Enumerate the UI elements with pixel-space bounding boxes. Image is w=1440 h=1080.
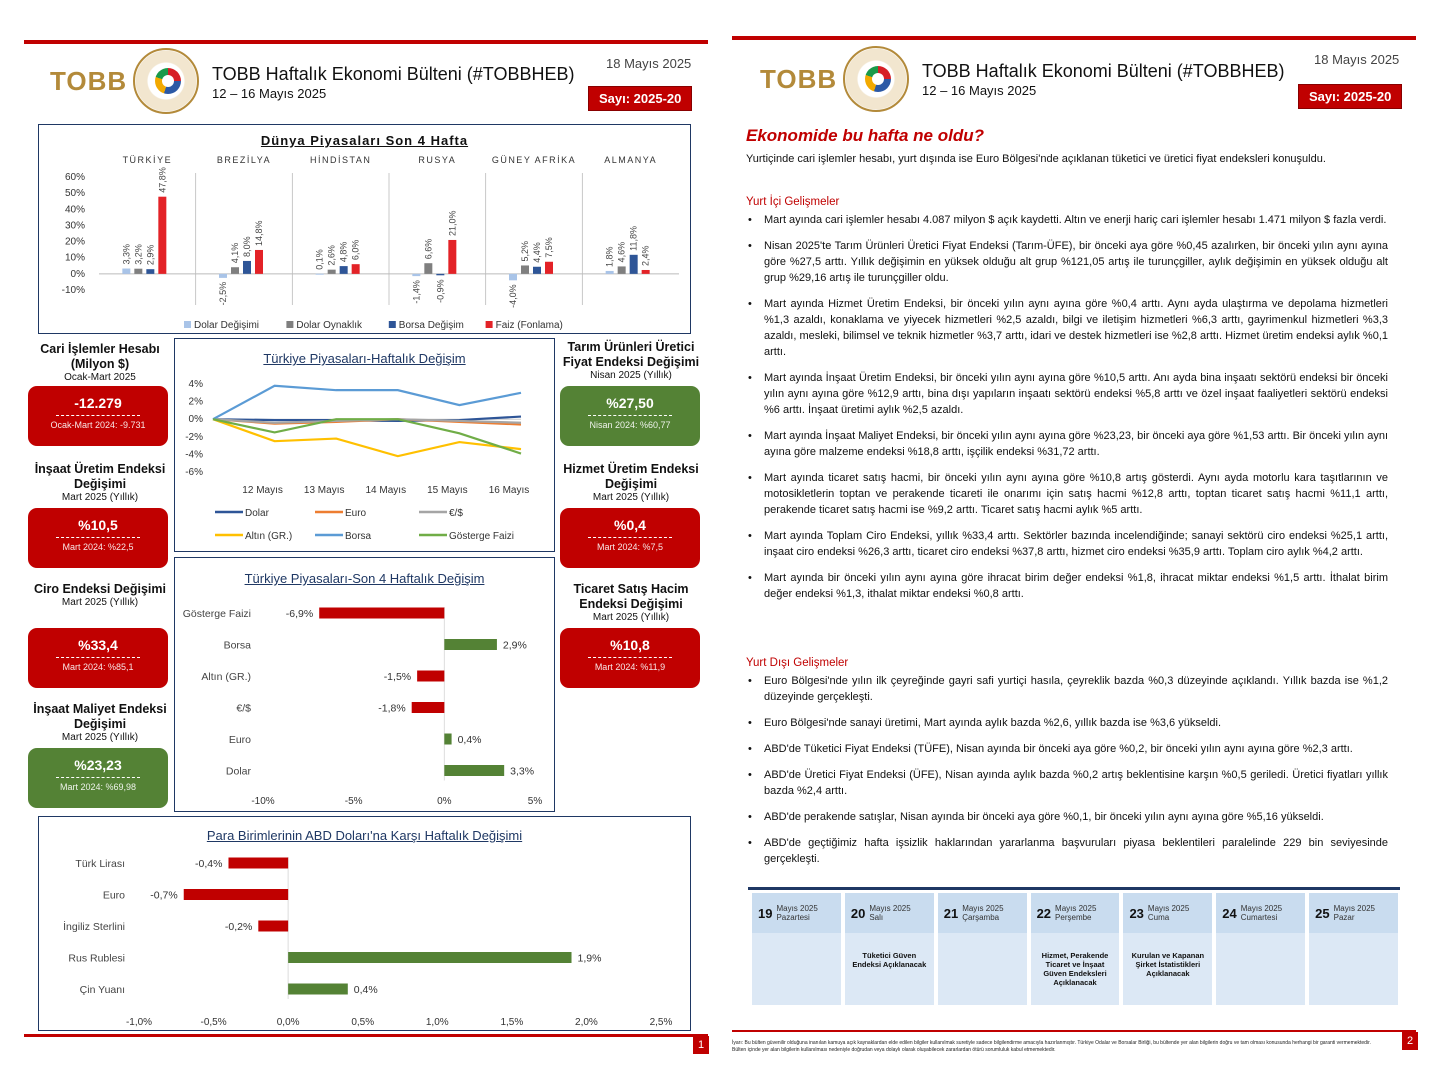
indicator-previous: Ocak-Mart 2024: -9.731 bbox=[50, 420, 146, 430]
x-tick-label: 2,0% bbox=[575, 1017, 598, 1028]
calendar-day bbox=[938, 893, 1027, 1005]
bar bbox=[146, 269, 154, 274]
fx-chart bbox=[39, 817, 689, 1029]
series-line bbox=[213, 386, 521, 419]
indicator-divider bbox=[56, 537, 140, 538]
list-item: • Mart ayında Toplam Ciro Endeksi, yıllık %33,4 arttı. Sektörler bazında incelendiğinde; sanayi sektörü ciro endeksi %25,1 arttı, inşaat ciro endeksi %26,3 arttı, ticaret ciro endeksi %37,8 arttı, hizmet ciro endeksi %35,9 arttı. Toplam ciro aylık %4,2 arttı. bbox=[746, 528, 1388, 560]
indicator-block bbox=[559, 462, 703, 504]
indicator-divider bbox=[56, 657, 140, 658]
indicator-divider bbox=[588, 657, 672, 658]
bar bbox=[352, 264, 360, 274]
calendar-day-number: 20 bbox=[850, 905, 866, 921]
issue-badge: Sayı: 2025-20 bbox=[588, 86, 692, 111]
y-tick-label: 30% bbox=[64, 220, 85, 232]
calendar-day-number: 25 bbox=[1315, 905, 1330, 921]
x-tick-label: 14 Mayıs bbox=[365, 485, 407, 496]
category-label: İngiliz Sterlini bbox=[63, 921, 125, 933]
indicator-title: Hizmet Üretim Endeksi Değişimi bbox=[563, 462, 699, 491]
indicator-previous: Mart 2024: %11,9 bbox=[594, 662, 666, 672]
indicator-value: %10,8 bbox=[610, 637, 650, 653]
calendar-day bbox=[752, 893, 841, 1005]
tr-weekly-chart bbox=[175, 339, 553, 551]
bar bbox=[158, 197, 166, 274]
data-label: 14,8% bbox=[254, 220, 264, 246]
bulletin-title: TOBB Haftalık Ekonomi Bülteni (#TOBBHEB) bbox=[212, 64, 575, 84]
indicator-block bbox=[30, 342, 170, 384]
calendar-rule bbox=[748, 887, 1400, 890]
y-tick-label: -2% bbox=[185, 431, 203, 443]
data-label: 1,9% bbox=[577, 952, 602, 965]
foreign-heading: Yurt Dışı Gelişmeler bbox=[746, 657, 849, 669]
y-tick-label: 2% bbox=[188, 396, 203, 408]
tobb-logo bbox=[50, 48, 199, 114]
data-label: 0,4% bbox=[457, 734, 482, 746]
bar bbox=[444, 765, 504, 776]
indicator-value: %27,50 bbox=[606, 395, 654, 411]
x-tick-label: 5% bbox=[527, 796, 543, 807]
data-label: -1,8% bbox=[378, 702, 406, 715]
calendar-month: Mayıs 2025 bbox=[1240, 904, 1283, 913]
category-label: GÜNEY AFRİKA bbox=[491, 155, 577, 165]
indicator-title: İnşaat Maliyet Endeksi Değişimi bbox=[33, 702, 167, 731]
x-tick-label: -0,5% bbox=[200, 1017, 227, 1028]
calendar-day-meta bbox=[1334, 904, 1375, 922]
list-item: • ABD'de geçtiğimiz hafta işsizlik haklarından yararlanma başvuruları piyasa beklentileri paralelinde 229 bin seviyesinde gerçekleşti. bbox=[746, 835, 1388, 867]
indicator-box bbox=[28, 748, 168, 808]
indicator-box bbox=[560, 386, 700, 446]
bar bbox=[424, 263, 432, 274]
data-label: 2,6% bbox=[326, 245, 337, 266]
indicator-value: %33,4 bbox=[78, 637, 118, 653]
data-label: 6,0% bbox=[350, 239, 361, 261]
data-label: -6,9% bbox=[285, 608, 314, 620]
tobb-logo bbox=[760, 46, 909, 112]
x-tick-label: 0,5% bbox=[351, 1017, 375, 1028]
calendar-month: Mayıs 2025 bbox=[1147, 904, 1190, 913]
indicator-box bbox=[560, 628, 700, 688]
legend-label: Borsa Değişim bbox=[398, 320, 464, 331]
data-label: 47,8% bbox=[157, 167, 168, 193]
bar bbox=[258, 921, 288, 932]
x-tick-label: -1,0% bbox=[125, 1017, 153, 1028]
legend-label: Gösterge Faizi bbox=[449, 531, 515, 542]
bar bbox=[436, 274, 444, 275]
indicator-title: Tarım Ürünleri Üretici Fiyat Endeksi Değişimi bbox=[562, 340, 700, 369]
logo-text: TOBB bbox=[760, 63, 838, 94]
fx-panel bbox=[38, 816, 691, 1031]
indicator-divider bbox=[588, 537, 672, 538]
data-label: 3,3% bbox=[510, 765, 535, 778]
legend-swatch bbox=[389, 321, 396, 328]
calendar-day bbox=[845, 893, 934, 1005]
indicator-period: Mart 2025 (Yıllık) bbox=[61, 492, 139, 503]
legend-swatch bbox=[286, 321, 293, 328]
calendar-event bbox=[752, 933, 841, 951]
world-markets-title: Dünya Piyasaları Son 4 Hafta bbox=[260, 133, 469, 148]
indicator-box bbox=[28, 628, 168, 688]
bar bbox=[444, 639, 497, 650]
bar bbox=[340, 266, 348, 274]
data-label: 2,9% bbox=[502, 639, 527, 652]
calendar-day-meta bbox=[1241, 904, 1282, 922]
calendar-weekday: Çarşamba bbox=[962, 913, 1000, 922]
indicator-block bbox=[30, 462, 170, 504]
calendar-day-meta bbox=[1148, 904, 1189, 922]
legend-label: Faiz (Fonlama) bbox=[495, 320, 563, 331]
domestic-heading: Yurt İçi Gelişmeler bbox=[746, 196, 840, 208]
foreign-list bbox=[746, 673, 1388, 877]
x-tick-label: 2,5% bbox=[649, 1017, 673, 1028]
intro-paragraph: Yurtiçinde cari işlemler hesabı, yurt dışında ise Euro Bölgesi'nde açıklanan tüketici ve üretici fiyat endeksleri konuşuldu. bbox=[746, 153, 1326, 165]
bar bbox=[134, 269, 142, 274]
data-label: 0,1% bbox=[314, 249, 325, 270]
category-label: RUSYA bbox=[418, 155, 457, 165]
bottom-rule bbox=[24, 1034, 708, 1037]
calendar-weekday: Cuma bbox=[1147, 913, 1170, 922]
list-item: • Euro Bölgesi'nde yılın ilk çeyreğinde gayri safi yurtiçi hasıla, çeyreklik bazda %0,3 düzeyinde açıklandı. Yıllık bazda ise %1,2 düzeyinde gerçekleşti. bbox=[746, 673, 1388, 705]
calendar-day-header bbox=[938, 893, 1027, 933]
bar bbox=[509, 274, 517, 280]
legend-label: Dolar bbox=[245, 508, 269, 519]
data-label: 4,1% bbox=[230, 242, 240, 264]
disclaimer: İyarı: Bu bülten güvenilir olduğuna inanılan kamuya açık kaynaklardan elde edilen bilgiler kullanılmak suretiyle sadece bilgilendirme amacıyla hazırlanmıştır. Türkiye Odalar ve Borsalar Birliği, bu bültende yer alan bilgilerin doğru ve tam olması konusunda herhangi bir garanti vermemektedir. Bülten içinde yer alan bilgilerin kullanılması nedeniyle doğrudan veya dolaylı olarak oluşabilecek zararlardan ötürü sorumluluk kabul etmemektedir. bbox=[732, 1040, 1371, 1053]
data-label: 2,9% bbox=[145, 244, 156, 266]
category-label: Dolar bbox=[225, 765, 251, 778]
bulletin-week: 12 – 16 Mayıs 2025 bbox=[922, 83, 1037, 98]
indicator-period: Ocak-Mart 2025 bbox=[64, 372, 136, 383]
list-item: • ABD'de Üretici Fiyat Endeksi (ÜFE), Nisan ayında aylık bazda %0,2 artış beklentisine karşın %0,5 geriledi. Üretici fiyatları yıllık bazda %2,4 arttı. bbox=[746, 767, 1388, 799]
list-item: • Mart ayında İnşaat Üretim Endeksi, bir önceki yılın aynı ayına göre %10,5 arttı. Anı ayda bina inşaatı sektörü endeksi bir önceki yılın aynı ayına göre %12,9 arttı, bina dışı yapıların inşaatı sektörü endeksi %5,8 arttı ve özel inşaat faaliyetleri sektörü endeksi %6 arttı. İnşaat üretimi aylık %2,5 azaldı. bbox=[746, 370, 1388, 418]
world-markets-chart bbox=[39, 125, 689, 333]
calendar-day-number: 24 bbox=[1222, 905, 1237, 921]
calendar-month: Mayıs 2025 bbox=[776, 904, 818, 913]
bar bbox=[122, 269, 130, 274]
indicator-divider bbox=[56, 777, 140, 778]
data-label: 21,0% bbox=[447, 210, 458, 236]
indicator-box bbox=[28, 508, 168, 568]
list-item: • ABD'de perakende satışlar, Nisan ayında bir önceki aya göre %0,1, bir önceki yılın aynı ayına göre %5,16 yükseldi. bbox=[746, 809, 1388, 825]
bar bbox=[642, 270, 650, 274]
data-label: -0,2% bbox=[224, 921, 253, 933]
data-label: 11,8% bbox=[628, 225, 639, 251]
bar bbox=[288, 952, 571, 963]
list-item: • Mart ayında İnşaat Maliyet Endeksi, bir önceki yılın aynı ayına göre %23,23, bir önceki aya göre %1,53 arttı. Bir önceki yılın aynı ayına göre malzeme endeksi %18,8 arttı, işçilik endeksi %31,72 arttı. bbox=[746, 428, 1388, 460]
x-tick-label: 1,5% bbox=[500, 1017, 524, 1028]
tr-4week-title: Türkiye Piyasaları-Son 4 Haftalık Değişim bbox=[244, 571, 485, 586]
weekly-calendar bbox=[752, 893, 1398, 1005]
bar bbox=[255, 250, 263, 274]
list-item: • ABD'de Tüketici Fiyat Endeksi (TÜFE), Nisan ayında bir önceki aya göre %0,2, bir önceki yılın aynı ayına göre %2,3 arttı. bbox=[746, 741, 1388, 757]
calendar-event: Kurulan ve Kapanan Şirket İstatistikleri Açıklanacak bbox=[1131, 951, 1205, 978]
bar bbox=[288, 984, 348, 995]
indicator-box bbox=[28, 386, 168, 446]
calendar-weekday: Salı bbox=[869, 913, 884, 922]
indicator-period: Mart 2025 (Yıllık) bbox=[592, 492, 670, 503]
indicator-title: İnşaat Üretim Endeksi Değişimi bbox=[34, 462, 166, 491]
data-label: 8,0% bbox=[242, 236, 252, 257]
calendar-month: Mayıs 2025 bbox=[1055, 904, 1097, 913]
y-tick-label: 60% bbox=[64, 172, 85, 183]
calendar-day-header bbox=[845, 893, 934, 933]
legend-label: Dolar Oynaklık bbox=[296, 320, 362, 331]
legend-label: Borsa bbox=[345, 531, 372, 542]
indicator-previous: Mart 2024: %85,1 bbox=[62, 662, 134, 672]
calendar-day-header bbox=[1123, 893, 1212, 933]
category-label: Çin Yuanı bbox=[79, 984, 125, 996]
indicator-title: Ciro Endeksi Değişimi bbox=[34, 582, 166, 596]
tr-4week-panel bbox=[174, 557, 555, 812]
indicator-divider bbox=[56, 415, 140, 416]
bar bbox=[521, 265, 529, 273]
indicator-value: %0,4 bbox=[614, 517, 646, 533]
y-tick-label: -6% bbox=[185, 467, 203, 478]
calendar-day-meta bbox=[869, 904, 910, 922]
data-label: 4,4% bbox=[532, 242, 542, 263]
category-label: HİNDİSTAN bbox=[309, 155, 372, 165]
bulletin-date: 18 Mayıs 2025 bbox=[1314, 52, 1400, 67]
x-tick-label: 1,0% bbox=[425, 1017, 449, 1028]
bottom-rule bbox=[732, 1030, 1416, 1032]
calendar-event bbox=[938, 933, 1027, 951]
calendar-day-header bbox=[1216, 893, 1305, 933]
y-tick-label: -10% bbox=[61, 285, 85, 296]
category-label: Rus Rublesi bbox=[68, 952, 125, 965]
indicator-box bbox=[560, 508, 700, 568]
indicator-block bbox=[30, 582, 170, 609]
legend-label: Euro bbox=[345, 508, 367, 519]
bar bbox=[444, 734, 451, 745]
indicator-divider bbox=[588, 415, 672, 416]
y-tick-label: 40% bbox=[64, 204, 85, 216]
calendar-day-number: 19 bbox=[758, 905, 773, 921]
calendar-month: Mayıs 2025 bbox=[962, 904, 1004, 913]
bulletin-page-2 bbox=[720, 0, 1440, 1080]
category-label: TÜRKİYE bbox=[122, 155, 173, 165]
bar bbox=[618, 266, 626, 273]
y-tick-label: 4% bbox=[188, 379, 203, 390]
data-label: -1,4% bbox=[411, 280, 422, 304]
calendar-weekday: Cumartesi bbox=[1240, 913, 1278, 922]
bar bbox=[319, 608, 444, 619]
indicator-previous: Mart 2024: %7,5 bbox=[596, 542, 664, 552]
category-label: Euro bbox=[228, 734, 251, 746]
calendar-weekday: Perşembe bbox=[1055, 913, 1092, 922]
indicator-value: %10,5 bbox=[78, 517, 118, 533]
category-label: Borsa bbox=[223, 639, 251, 652]
y-tick-label: 50% bbox=[64, 188, 85, 200]
bar bbox=[219, 274, 227, 278]
data-label: 1,8% bbox=[604, 246, 615, 267]
x-tick-label: 16 Mayıs bbox=[488, 485, 530, 496]
indicator-period: Mart 2025 (Yıllık) bbox=[61, 597, 139, 608]
calendar-day-header bbox=[752, 893, 841, 933]
x-tick-label: 15 Mayıs bbox=[427, 485, 468, 496]
data-label: 3,2% bbox=[133, 244, 144, 265]
fx-title: Para Birimlerinin ABD Doları'na Karşı Haftalık Değişimi bbox=[206, 828, 523, 843]
bar bbox=[448, 240, 456, 274]
bar bbox=[228, 858, 288, 869]
category-label: €/$ bbox=[236, 702, 251, 715]
indicator-period: Mart 2025 (Yıllık) bbox=[592, 612, 670, 623]
calendar-event bbox=[1216, 933, 1305, 951]
page-number: 1 bbox=[693, 1036, 709, 1054]
indicator-previous: Mart 2024: %69,98 bbox=[59, 782, 137, 792]
bar bbox=[184, 889, 288, 900]
category-label: Türk Lirası bbox=[75, 858, 125, 870]
domestic-list bbox=[746, 212, 1388, 612]
data-label: 4,6% bbox=[616, 241, 627, 263]
calendar-month: Mayıs 2025 bbox=[869, 904, 911, 913]
bar bbox=[316, 274, 324, 275]
x-tick-label: -10% bbox=[251, 796, 275, 807]
indicator-period: Nisan 2025 (Yıllık) bbox=[590, 370, 672, 381]
bar bbox=[533, 267, 541, 274]
data-label: -0,4% bbox=[195, 858, 223, 870]
y-tick-label: 0% bbox=[188, 414, 203, 426]
category-label: ALMANYA bbox=[604, 155, 658, 165]
bar bbox=[412, 274, 420, 276]
calendar-weekday: Pazar bbox=[1333, 913, 1355, 922]
list-item: • Mart ayında cari işlemler hesabı 4.087 milyon $ açık kaydetti. Altın ve enerji hariç cari işlemler hesabı 1.471 milyon $ fazla verdi. bbox=[746, 212, 1388, 228]
bar bbox=[243, 261, 251, 274]
indicator-period: Mart 2025 (Yıllık) bbox=[61, 732, 139, 743]
bar bbox=[417, 671, 444, 682]
data-label: -0,9% bbox=[435, 279, 446, 303]
legend-label: Dolar Değişimi bbox=[194, 320, 260, 331]
indicator-previous: Nisan 2024: %60,77 bbox=[589, 420, 671, 430]
data-label: 2,4% bbox=[640, 245, 651, 266]
calendar-day-header bbox=[1309, 893, 1398, 933]
bar bbox=[412, 702, 445, 713]
bar bbox=[328, 270, 336, 274]
data-label: 3,3% bbox=[121, 244, 132, 265]
bulletin-title: TOBB Haftalık Ekonomi Bülteni (#TOBBHEB) bbox=[922, 61, 1285, 81]
category-label: Gösterge Faizi bbox=[182, 608, 251, 620]
data-label: -2,5% bbox=[218, 281, 228, 306]
category-label: BREZİLYA bbox=[216, 155, 272, 165]
top-rule bbox=[24, 40, 708, 44]
tr-4week-chart bbox=[175, 558, 553, 810]
y-tick-label: -4% bbox=[185, 449, 203, 461]
page-number: 2 bbox=[1402, 1032, 1418, 1050]
indicator-title: Ticaret Satış Hacim Endeksi Değişimi bbox=[573, 582, 689, 611]
y-tick-label: 20% bbox=[64, 236, 85, 248]
legend-label: €/$ bbox=[449, 508, 463, 519]
legend-swatch bbox=[486, 321, 493, 328]
x-tick-label: 12 Mayıs bbox=[242, 485, 283, 496]
world-markets-panel bbox=[38, 124, 691, 334]
x-tick-label: 0% bbox=[437, 796, 452, 807]
calendar-day-meta bbox=[776, 904, 817, 922]
seal-icon bbox=[133, 48, 199, 114]
legend-swatch bbox=[184, 321, 191, 328]
calendar-day-number: 22 bbox=[1036, 905, 1052, 921]
calendar-event: Tüketici Güven Endeksi Açıklanacak bbox=[852, 951, 927, 969]
list-item: • Euro Bölgesi'nde sanayi üretimi, Mart ayında aylık bazda %2,6, yıllık bazda ise %3,6 yükseldi. bbox=[746, 715, 1388, 731]
bulletin-week: 12 – 16 Mayıs 2025 bbox=[212, 86, 327, 101]
issue-badge: Sayı: 2025-20 bbox=[1298, 84, 1402, 109]
x-tick-label: 0,0% bbox=[276, 1017, 300, 1028]
bar bbox=[606, 271, 614, 274]
calendar-day-number: 21 bbox=[943, 905, 959, 921]
indicator-previous: Mart 2024: %22,5 bbox=[62, 542, 134, 552]
x-tick-label: 13 Mayıs bbox=[303, 485, 345, 496]
tr-weekly-panel bbox=[174, 338, 555, 552]
bar bbox=[630, 255, 638, 274]
calendar-day bbox=[1031, 893, 1120, 1005]
indicator-value: %23,23 bbox=[74, 757, 122, 773]
indicator-block bbox=[559, 582, 703, 624]
category-label: Euro bbox=[102, 889, 125, 902]
calendar-event: Hizmet, Perakende Ticaret ve İnşaat Güven Endeksleri Açıklanacak bbox=[1041, 951, 1109, 987]
calendar-event bbox=[1309, 933, 1398, 951]
list-item: • Mart ayında ticaret satış hacmi, bir önceki yılın aynı ayına göre %10,8 artış gösterdi. Aynı ayda motorlu kara taşıtlarının ve motosikletlerin toptan ve perakende ticareti ile onarımı için satış hacmi %12,8 arttı, toptan ticaret satış hacmi %11,1 arttı, perakende ticaret satış hacmi ise %9,2 arttı. Ticaret satış hacmi aylık %5 arttı. bbox=[746, 470, 1388, 518]
section-heading: Ekonomide bu hafta ne oldu? bbox=[746, 126, 984, 145]
calendar-day-number: 23 bbox=[1129, 905, 1144, 921]
data-label: 6,6% bbox=[423, 238, 434, 260]
x-tick-label: -5% bbox=[344, 796, 363, 807]
calendar-day bbox=[1216, 893, 1305, 1005]
indicator-value: -12.279 bbox=[74, 395, 122, 411]
tr-weekly-title: Türkiye Piyasaları-Haftalık Değişim bbox=[263, 351, 466, 366]
data-label: 0,4% bbox=[353, 984, 378, 996]
logo-text: TOBB bbox=[50, 65, 128, 96]
y-tick-label: 0% bbox=[70, 268, 85, 280]
indicator-title: Cari İşlemler Hesabı (Milyon $) bbox=[40, 342, 160, 371]
top-rule bbox=[732, 36, 1416, 40]
calendar-day-header bbox=[1031, 893, 1120, 933]
list-item: • Mart ayında bir önceki yılın aynı ayına göre ihracat birim değer endeksi %1,8, ihracat miktar endeksi %1,5 arttı. İthalat birim değer endeksi %1,3, ithalat miktar endeksi %0,8 arttı. bbox=[746, 570, 1388, 602]
bulletin-date: 18 Mayıs 2025 bbox=[606, 56, 692, 71]
list-item: • Mart ayında Hizmet Üretim Endeksi, bir önceki yılın aynı ayına göre %0,4 arttı. Aynı ayda ulaştırma ve depolama hizmetleri %1,3 azaldı, konaklama ve yiyecek hizmetleri %2,5 azaldı, bilgi ve iletişim hizmetleri %6,3 arttı, gayrimenkul hizmetleri %3,3 azaldı, mesleki, bilimsel ve teknik hizmetler %3,7 arttı, idari ve destek hizmetleri ise %2,8 arttı. Hizmet üretim endeksi aylık %0,1 arttı. bbox=[746, 296, 1388, 360]
list-item: • Nisan 2025'te Tarım Ürünleri Üretici Fiyat Endeksi (Tarım-ÜFE), bir önceki aya göre %0,45 azalırken, bir önceki yılın aynı ayına göre %27,5 arttı. Yıllık değişimin en yüksek olduğu alt grup %121,05 artış ile turunçgiller, aylık değişimin en yüksek olduğu alt grup %29,16 artış ile turunçgiller oldu. bbox=[746, 238, 1388, 286]
indicator-block bbox=[30, 702, 170, 744]
calendar-day bbox=[1123, 893, 1212, 1005]
data-label: -0,7% bbox=[150, 889, 178, 902]
calendar-day bbox=[1309, 893, 1398, 1005]
data-label: -4,0% bbox=[508, 284, 518, 308]
seal-icon bbox=[843, 46, 909, 112]
data-label: 4,8% bbox=[338, 241, 349, 263]
data-label: 7,5% bbox=[544, 237, 554, 258]
calendar-day-meta bbox=[962, 904, 1003, 922]
y-tick-label: 10% bbox=[64, 252, 85, 264]
legend-label: Altın (GR.) bbox=[245, 531, 293, 542]
data-label: 5,2% bbox=[520, 240, 530, 262]
bar bbox=[231, 267, 239, 274]
bar bbox=[545, 262, 553, 274]
calendar-weekday: Pazartesi bbox=[776, 913, 810, 922]
indicator-block bbox=[559, 340, 703, 382]
data-label: -1,5% bbox=[383, 671, 412, 683]
category-label: Altın (GR.) bbox=[201, 671, 251, 683]
calendar-day-meta bbox=[1055, 904, 1096, 922]
calendar-month: Mayıs 2025 bbox=[1333, 904, 1375, 913]
